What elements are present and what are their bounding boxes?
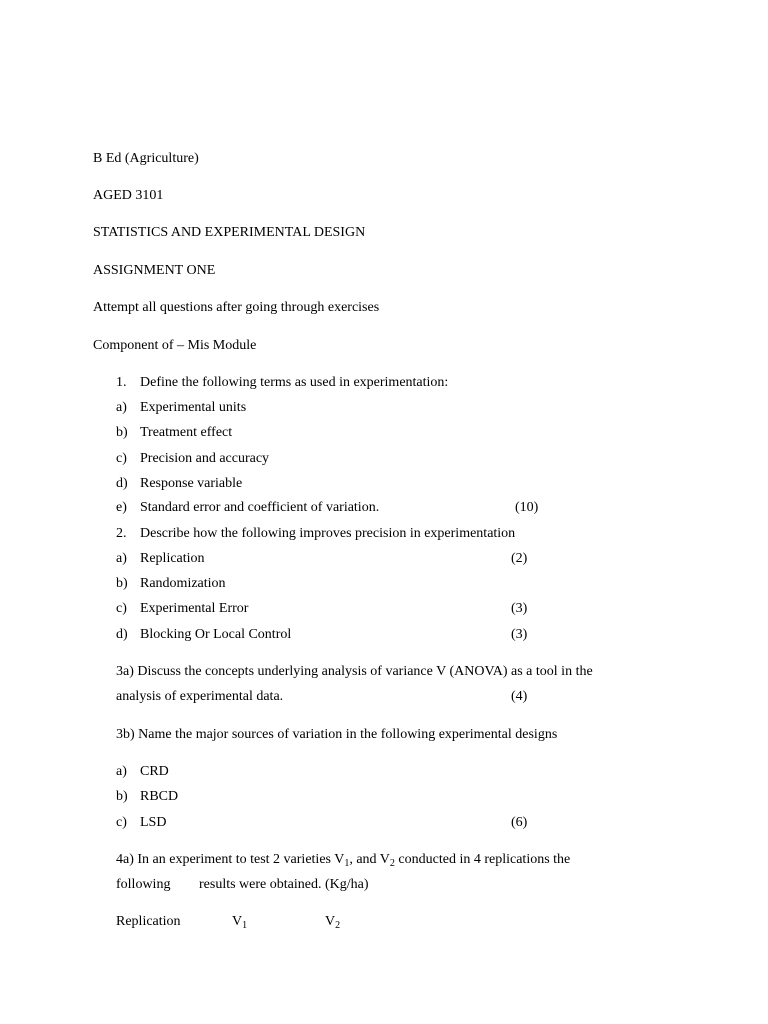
table-header-v2: [325, 913, 340, 931]
list-item-letter: c): [116, 601, 127, 616]
subscript: 2: [389, 858, 395, 869]
list-item-text: RBCD: [140, 789, 179, 804]
table-header-v1: [232, 913, 247, 931]
table-header-v1-main: V: [232, 914, 243, 929]
list-item-letter: d): [116, 627, 128, 642]
marks-allocation: (6): [511, 815, 528, 830]
question-3b-prompt: 3b) Name the major sources of variation in the following experimental designs: [116, 727, 558, 742]
marks-allocation: (3): [511, 627, 528, 642]
question-4a-text-part: , and V: [349, 852, 390, 867]
list-item-text: Precision and accuracy: [140, 451, 270, 466]
list-item-text: Experimental units: [140, 400, 247, 415]
list-item-text: LSD: [140, 815, 167, 830]
list-item-letter: e): [116, 500, 127, 515]
question-4a-line-2-rest: results were obtained. (Kg/ha): [199, 877, 369, 892]
list-item-letter: a): [116, 400, 127, 415]
question-2-prompt: Describe how the following improves precision in experimentation: [140, 526, 516, 541]
course-title: STATISTICS AND EXPERIMENTAL DESIGN: [93, 225, 366, 240]
list-item-text: Treatment effect: [140, 425, 233, 440]
list-item-text: Blocking Or Local Control: [140, 627, 292, 642]
question-4a-text-part: 4a) In an experiment to test 2 varieties V: [116, 852, 345, 867]
question-2-number: 2.: [116, 526, 127, 541]
list-item-text: Response variable: [140, 476, 243, 491]
question-1-number: 1.: [116, 375, 127, 390]
subscript: 1: [242, 920, 248, 931]
marks-allocation: (2): [511, 551, 528, 566]
marks-allocation: (3): [511, 601, 528, 616]
list-item-letter: c): [116, 451, 127, 466]
list-item-letter: d): [116, 476, 128, 491]
question-1-prompt: Define the following terms as used in experimentation:: [140, 375, 449, 390]
table-header-v2-main: V: [325, 914, 336, 929]
question-3a-line-2: analysis of experimental data.: [116, 689, 284, 704]
table-header-replication: Replication: [116, 914, 181, 929]
list-item-letter: b): [116, 789, 128, 804]
marks-allocation: (10): [515, 500, 539, 515]
list-item-text: CRD: [140, 764, 169, 779]
list-item-letter: b): [116, 425, 128, 440]
list-item-letter: c): [116, 815, 127, 830]
question-4a-line-1: [116, 851, 570, 869]
program-name: B Ed (Agriculture): [93, 151, 199, 166]
list-item-letter: a): [116, 764, 127, 779]
subscript: 1: [344, 858, 350, 869]
component-text: Component of – Mis Module: [93, 338, 257, 353]
marks-allocation: (4): [511, 689, 528, 704]
assignment-title: ASSIGNMENT ONE: [93, 263, 216, 278]
subscript: 2: [335, 920, 341, 931]
list-item-text: Replication: [140, 551, 205, 566]
list-item-letter: a): [116, 551, 127, 566]
list-item-text: Randomization: [140, 576, 226, 591]
list-item-text: Experimental Error: [140, 601, 249, 616]
list-item-letter: b): [116, 576, 128, 591]
course-code: AGED 3101: [93, 188, 164, 203]
question-3a-line-1: 3a) Discuss the concepts underlying analysis of variance V (ANOVA) as a tool in the: [116, 664, 593, 679]
list-item-text: Standard error and coefficient of variation.: [140, 500, 380, 515]
question-4a-text-part: conducted in 4 replications the: [394, 852, 571, 867]
instruction-text: Attempt all questions after going through exercises: [93, 300, 380, 315]
question-4a-line-2-word: following: [116, 877, 171, 892]
